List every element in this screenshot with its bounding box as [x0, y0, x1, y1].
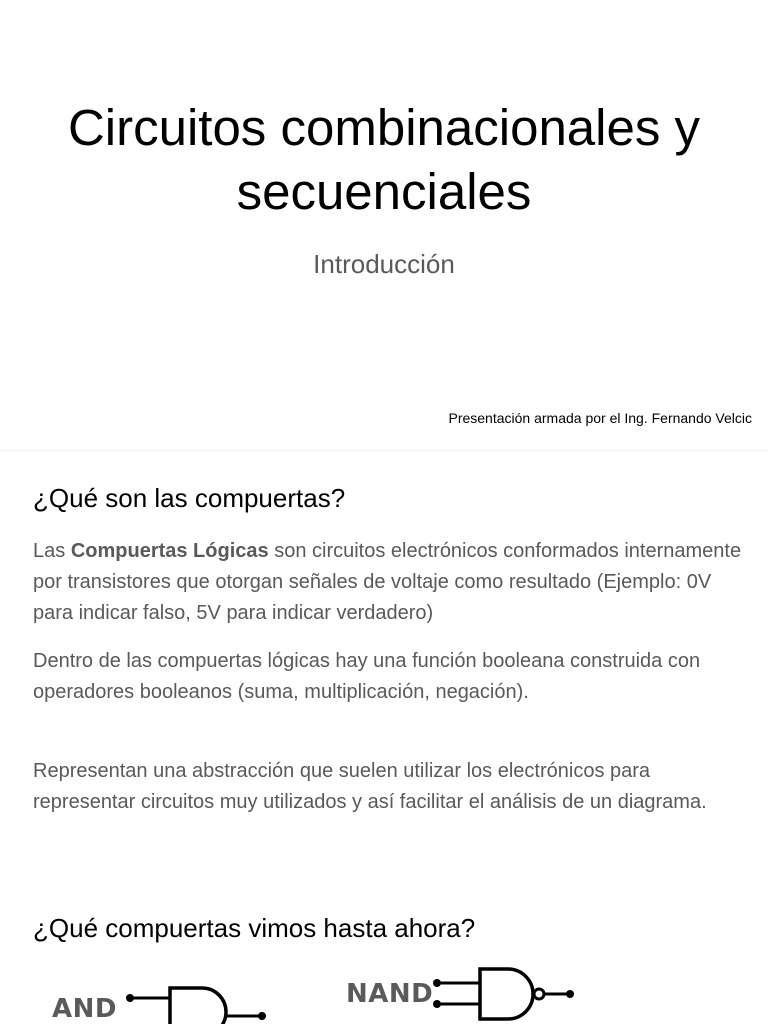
nand-gate-icon	[432, 964, 582, 1024]
title-line-2: secuenciales	[236, 163, 532, 220]
paragraph-definition-prefix: Las	[33, 540, 71, 562]
nand-gate-label: NAND	[346, 979, 434, 1009]
section-heading-gates: ¿Qué son las compuertas?	[33, 483, 346, 513]
paragraph-abstraction: Representan una abstracción que suelen utilizar los electrónicos para representar circuitos muy utilizados y así facilitar el análisis de un diagrama.	[33, 760, 707, 813]
paragraph-definition-bold: Compuertas Lógicas	[70, 540, 269, 562]
title-line-1: Circuitos combinacionales y	[67, 99, 701, 156]
paragraph-definition	[33, 536, 743, 629]
paragraph-boolean: Dentro de las compuertas lógicas hay una función booleana construida con operadores booleanos (suma, multiplicación, negación).	[33, 650, 701, 703]
slide-divider	[0, 450, 768, 451]
section-heading-seen-gates: ¿Qué compuertas vimos hasta ahora?	[33, 913, 476, 943]
and-gate-label: AND	[52, 994, 117, 1024]
content-slide	[0, 452, 768, 1024]
slide-title	[0, 96, 768, 224]
and-gate-icon	[124, 982, 274, 1024]
paragraph-definition-rest: son circuitos electrónicos conformados internamente por transistores que otorgan señales de voltaje como resultado (Ejemplo: 0V para indicar falso, 5V para indicar verdadero)	[33, 540, 742, 624]
slide-subtitle: Introducción	[313, 249, 455, 279]
title-slide	[0, 0, 768, 440]
author-credit: Presentación armada por el Ing. Fernando Velcic	[448, 410, 752, 426]
